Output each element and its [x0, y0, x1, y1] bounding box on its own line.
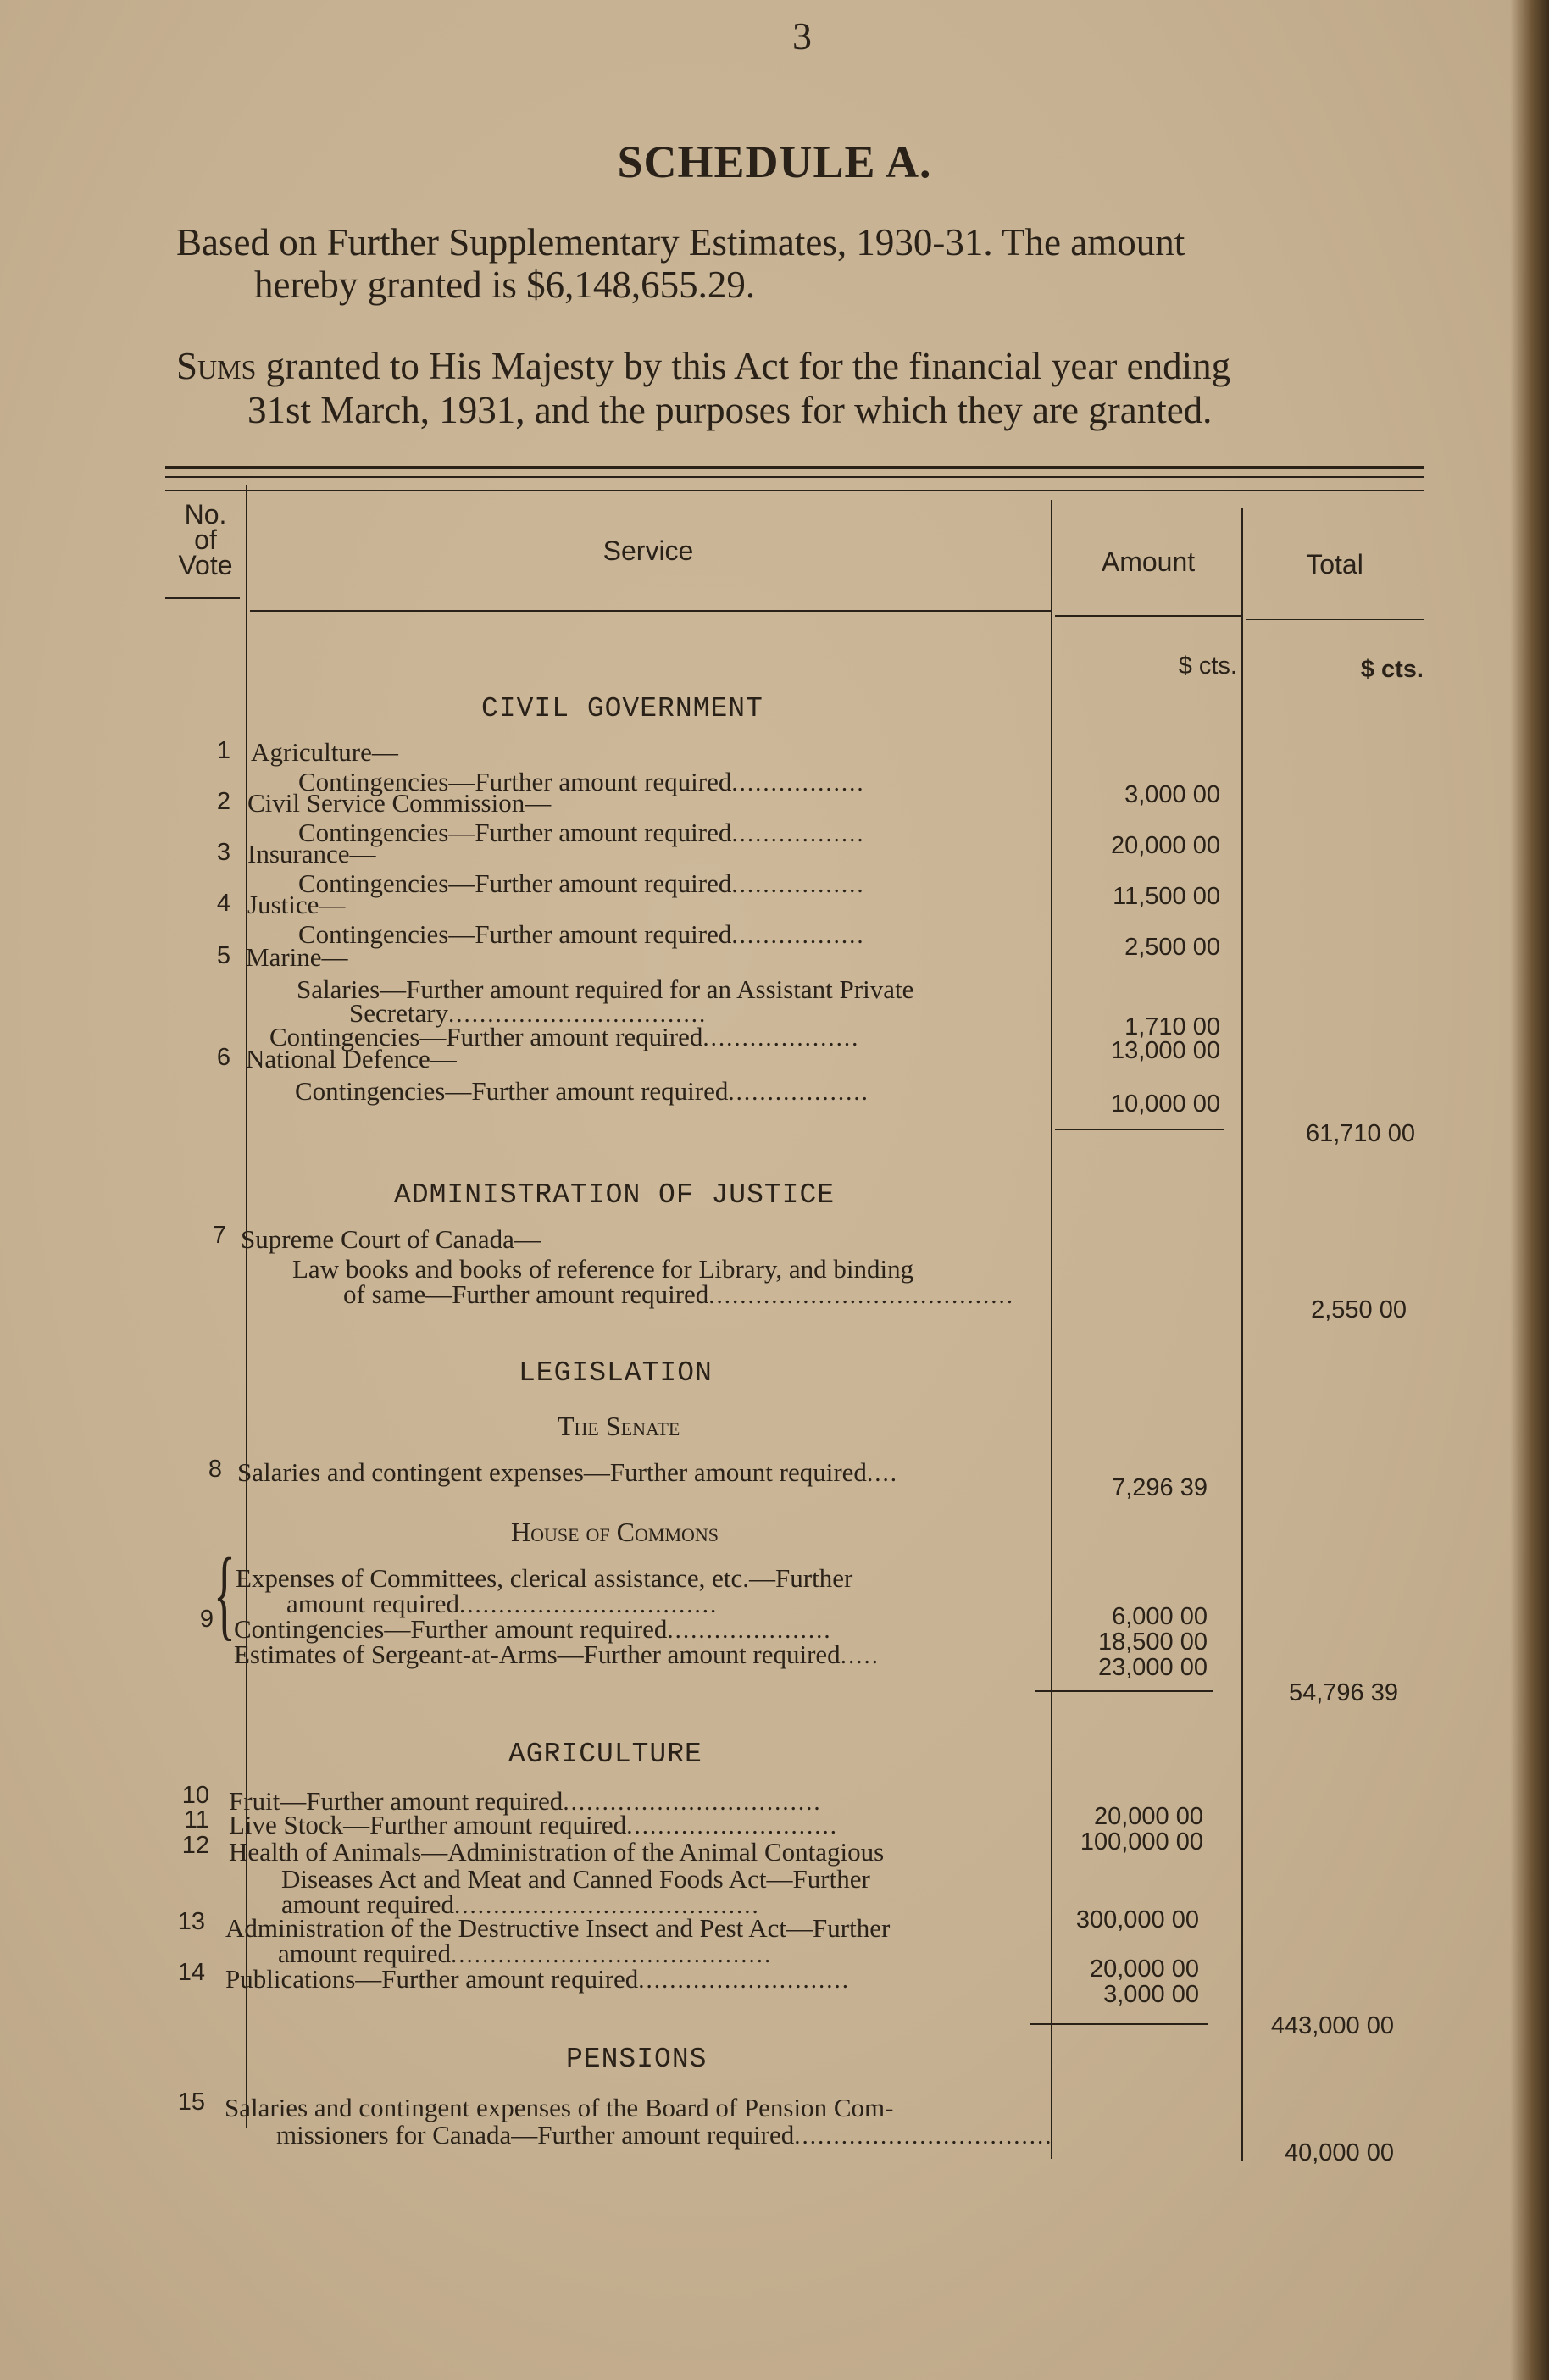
vote-2-amount: 20,000 00 [1110, 832, 1220, 859]
vote-number-8: 8 [208, 1456, 222, 1483]
vote-11-item-text: Live Stock—Further amount required [229, 1810, 627, 1839]
vote-number-4: 4 [216, 890, 230, 917]
vote-header-line-2: of [194, 524, 217, 555]
vote-7-item-b [343, 1279, 1014, 1310]
vote-2-item-text: Contingencies—Further amount required [298, 818, 732, 847]
vote-12-amount: 300,000 00 [1075, 1906, 1199, 1933]
vote-number-10: 10 [181, 1782, 209, 1809]
vote-number-5: 5 [216, 942, 230, 969]
vote-2-department: Civil Service Commission— [247, 788, 552, 818]
service-header-underline [250, 610, 1051, 612]
vote-number-12: 12 [181, 1832, 209, 1859]
leader-dots: .................. [728, 1079, 869, 1106]
civil-government-total: 61,710 00 [1305, 1120, 1415, 1147]
amount-column-rule [1241, 508, 1243, 2161]
vote-3-item-text: Contingencies—Further amount required [298, 868, 732, 898]
vote-header-line-1: No. [184, 499, 227, 530]
leader-dots: ........................... [626, 1812, 838, 1839]
amount-column-header: Amount [1101, 546, 1196, 577]
intro-line-1: Based on Further Supplementary Estimates, 1930-31. The amount [176, 221, 1185, 264]
vote-13-amount: 20,000 00 [1089, 1956, 1199, 1983]
vote-1-department: Agriculture— [251, 737, 398, 767]
vote-8-amount: 7,296 39 [1112, 1474, 1208, 1501]
vote-number-6: 6 [216, 1044, 230, 1071]
leader-dots: ................. [731, 769, 865, 796]
vote-9-item-2-text: Contingencies—Further amount required [234, 1614, 668, 1644]
leader-dots: ................................. [459, 1591, 719, 1618]
vote-14-item [225, 1964, 850, 1994]
vote-number-3: 3 [216, 839, 230, 866]
section-heading-pensions: PENSIONS [566, 2044, 708, 2075]
leader-dots: ................................. [794, 2122, 1053, 2150]
leader-dots: ................. [731, 922, 865, 949]
vote-4-item-text: Contingencies—Further amount required [298, 919, 732, 949]
civil-subtotal-rule [1055, 1129, 1224, 1130]
vote-5-amount-1: 1,710 00 [1124, 1013, 1220, 1040]
schedule-title: SCHEDULE A. [617, 136, 932, 187]
vote-12-item-c-text: amount required [281, 1889, 455, 1919]
vote-1-amount: 3,000 00 [1124, 781, 1220, 808]
vote-3-department: Insurance— [247, 839, 376, 868]
vote-9-amount-2: 18,500 00 [1097, 1628, 1208, 1656]
sums-line-1 [176, 346, 1230, 386]
table-top-rule-3 [165, 490, 1424, 491]
leader-dots: ....................................... [708, 1282, 1015, 1309]
subheading-the-senate: The Senate [558, 1411, 680, 1441]
vote-4-item [298, 919, 865, 950]
vote-7-item-b-text: of same—Further amount required [343, 1279, 709, 1309]
vote-number-2: 2 [216, 788, 230, 815]
vote-6-amount: 10,000 00 [1110, 1090, 1220, 1118]
leader-dots: ................................. [448, 1001, 708, 1028]
vote-11-item [229, 1810, 838, 1840]
vote-9-brace: { [214, 1537, 236, 1650]
vote-12-item-a: Health of Animals—Administration of the Animal Contagious [229, 1837, 885, 1867]
leader-dots: ....................................... [454, 1892, 760, 1919]
table-top-rule-1 [165, 466, 1424, 469]
vote-4-amount: 2,500 00 [1124, 934, 1220, 961]
vote-4-department: Justice— [247, 890, 346, 919]
vote-number-7: 7 [212, 1222, 226, 1249]
vote-3-item [298, 868, 865, 899]
sums-line-1-text: granted to His Majesty by this Act for the financial year ending [256, 345, 1231, 387]
vote-number-9: 9 [199, 1606, 214, 1633]
table-top-rule-2 [165, 476, 1424, 478]
legislation-subtotal-rule [1035, 1690, 1213, 1692]
vote-13-item-a: Administration of the Destructive Insect and Pest Act—Further [225, 1913, 891, 1943]
subheading-house-of-commons: House of Commons [511, 1517, 719, 1547]
leader-dots: ................. [731, 871, 865, 898]
agriculture-total: 443,000 00 [1270, 2012, 1394, 2039]
vote-5-item-1b-text: Secretary [349, 998, 449, 1028]
vote-9-item-3-text: Estimates of Sergeant-at-Arms—Further amount required [234, 1639, 841, 1669]
pensions-total: 40,000 00 [1284, 2139, 1394, 2166]
vote-9-item-1b-text: amount required [286, 1589, 460, 1618]
total-units: $ cts. [1360, 656, 1424, 683]
vote-6-department: National Defence— [246, 1044, 457, 1073]
total-column-header: Total [1306, 549, 1363, 580]
agriculture-subtotal-rule [1030, 2023, 1208, 2025]
vote-column-rule [246, 485, 247, 2128]
vote-10-amount: 20,000 00 [1093, 1803, 1203, 1830]
leader-dots: .... [866, 1460, 898, 1487]
section-heading-agriculture: AGRICULTURE [508, 1739, 702, 1770]
vote-10-item-text: Fruit—Further amount required [229, 1786, 564, 1816]
vote-column-header [169, 499, 242, 580]
vote-12-item-b: Diseases Act and Meat and Canned Foods Act—Further [281, 1864, 870, 1894]
page-edge-shadow [1510, 0, 1549, 2380]
total-header-underline [1246, 619, 1424, 620]
sums-line-2: 31st March, 1931, and the purposes for which they are granted. [247, 389, 1213, 431]
vote-15-item-b [276, 2120, 1053, 2150]
amount-header-underline [1055, 615, 1241, 617]
vote-5-item-1a: Salaries—Further amount required for an Assistant Private [297, 974, 914, 1004]
vote-1-item-text: Contingencies—Further amount required [298, 767, 732, 796]
leader-dots: ..... [840, 1642, 880, 1669]
vote-number-13: 13 [177, 1908, 205, 1935]
sums-lead-word: Sums [176, 345, 257, 387]
vote-9-item-3 [234, 1639, 880, 1670]
section-heading-civil-government: CIVIL GOVERNMENT [481, 693, 763, 724]
vote-9-amount-3: 23,000 00 [1097, 1654, 1208, 1681]
leader-dots: ........................... [638, 1967, 851, 1994]
service-column-header: Service [602, 535, 694, 566]
amount-units: $ cts. [1178, 652, 1237, 680]
vote-15-item-b-text: missioners for Canada—Further amount required [276, 2120, 795, 2150]
vote-header-underline [165, 597, 240, 599]
legislation-total: 54,796 39 [1288, 1679, 1398, 1706]
vote-number-1: 1 [216, 737, 230, 764]
administration-of-justice-total: 2,550 00 [1311, 1296, 1407, 1323]
intro-line-2: hereby granted is $6,148,655.29. [254, 264, 756, 306]
vote-8-item [237, 1457, 898, 1488]
leader-dots: ................. [731, 820, 865, 847]
vote-5-item-2-text: Contingencies—Further amount required [269, 1022, 703, 1051]
leader-dots: .................... [702, 1024, 860, 1051]
vote-5-department: Marine— [246, 942, 348, 972]
vote-6-item-text: Contingencies—Further amount required [295, 1076, 729, 1106]
section-heading-administration-of-justice: ADMINISTRATION OF JUSTICE [394, 1179, 836, 1211]
leader-dots: ..................... [667, 1617, 832, 1644]
vote-15-item-a: Salaries and contingent expenses of the Board of Pension Com- [225, 2093, 894, 2122]
section-heading-legislation: LEGISLATION [519, 1357, 713, 1389]
vote-6-item [295, 1076, 869, 1107]
vote-header-line-3: Vote [178, 550, 233, 580]
leader-dots: ................................. [563, 1789, 822, 1816]
vote-14-amount: 3,000 00 [1103, 1981, 1199, 2008]
vote-5-amount-2: 13,000 00 [1110, 1037, 1220, 1064]
vote-number-14: 14 [177, 1959, 205, 1986]
vote-number-11: 11 [183, 1806, 209, 1834]
vote-11-amount: 100,000 00 [1080, 1828, 1203, 1856]
vote-2-item [298, 818, 865, 848]
vote-9-amount-1: 6,000 00 [1112, 1603, 1208, 1630]
vote-7-department: Supreme Court of Canada— [241, 1224, 541, 1254]
vote-number-15: 15 [177, 2089, 205, 2116]
page-number: 3 [792, 14, 812, 58]
vote-9-item-1a: Expenses of Committees, clerical assistance, etc.—Further [236, 1563, 853, 1593]
leader-dots: ......................................... [451, 1941, 773, 1968]
vote-7-item-a: Law books and books of reference for Library, and binding [292, 1254, 914, 1284]
vote-8-item-text: Salaries and contingent expenses—Further amount required [237, 1457, 867, 1487]
vote-3-amount: 11,500 00 [1113, 883, 1220, 910]
vote-14-item-text: Publications—Further amount required [225, 1964, 639, 1994]
vote-13-item-b-text: amount required [278, 1939, 452, 1968]
